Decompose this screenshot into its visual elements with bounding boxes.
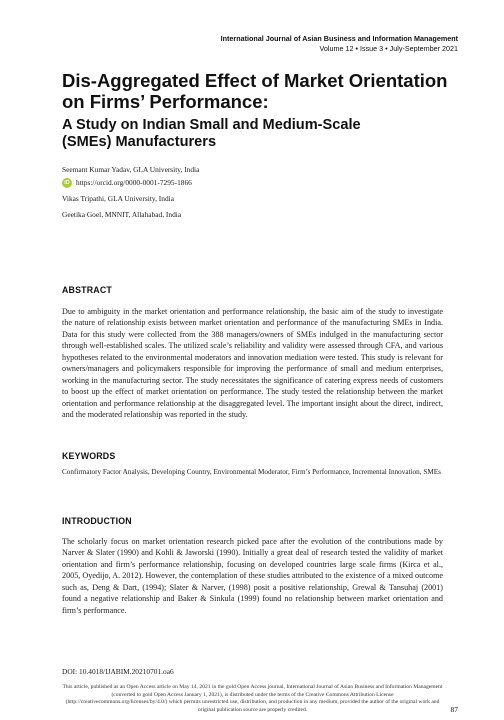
journal-header [221, 34, 458, 54]
doi[interactable]: DOI: 10.4018/IJABIM.20210701.oa6 [62, 667, 174, 676]
orcid-icon: iD [62, 178, 72, 188]
page-number: 87 [450, 705, 458, 714]
introduction-heading: INTRODUCTION [62, 516, 132, 526]
author-2: Vikas Tripathi, GLA University, India [62, 194, 174, 203]
article-subtitle: A Study on Indian Small and Medium-Scale (SMEs) Manufacturers [62, 117, 361, 150]
article-title: Dis-Aggregated Effect of Market Orientation on Firms’ Performance: [62, 70, 448, 112]
author-1: Seemant Kumar Yadav, GLA University, India [62, 165, 200, 174]
keywords-heading: KEYWORDS [62, 451, 116, 461]
orcid-row [62, 178, 452, 188]
abstract-text: Due to ambiguity in the market orientation and performance relationship, the basic aim of the study to investigate the nature of relationship exists between market orientation and performance of the manufacturing SMEs in India. Data for this study were collected from the 388 managers/owners of SMEs indulged in the manufacturing sector through well-established scales. The utilized scale’s reliability and validity were assessed through CFA, and various hypotheses related to the environmental moderators and innovation mediation were tested. This study is relevant for owners/managers and policymakers responsible for improving the performance of small and medium enterprises, working in the manufacturing sector. The study necessitates the significance of catering express needs of customers to boost up the effect of market orientation on performance. The study tested the relationship between the market orientation and performance relationship at the disaggregated level. The important insight about the direct, indirect, and the moderated relationship was reported in the study. [62, 307, 443, 420]
introduction-text: The scholarly focus on market orientation research picked pace after the evolution of the contributions made by Narver & Slater (1990) and Kohli & Jaworski (1990). Initially a great deal of research tested the validity of market orientation and firm’s performance relationship, focusing on developed countries large scale firms (Kirca et al., 2005, Oyedijo, A. 2012). However, the contemplation of these studies attributed to the existence of a mixed outcome such as, Deng & Dart, (1994); Slater & Narver, (1998) posit a positive relationship, Grewal & Tansuhaj (2001) found a negative relationship and Baker & Sinkula (1999) found no relationship between market orientation and firm’s performance. [62, 537, 443, 615]
orcid-link[interactable]: https://orcid.org/0000-0001-7295-1866 [76, 178, 192, 187]
author-block [62, 165, 452, 220]
journal-issue: Volume 12 • Issue 3 • July-September 2021 [319, 44, 458, 53]
keywords-text: Confirmatory Factor Analysis, Developing Country, Environmental Moderator, Firm’s Performance, Incremental Innovation, SMEs [62, 468, 441, 476]
author-3: Geetika Goel, MNNIT, Allahabad, India [62, 210, 182, 219]
journal-name: International Journal of Asian Business and Information Management [220, 34, 458, 43]
abstract-heading: ABSTRACT [62, 285, 112, 295]
license-note: This article, published as an Open Access article on May 14, 2021 in the gold Open Access journal, International Journal of Asian Business and Information Management (converted to gold Open Access January 1, 2021), is distributed under the terms of the Creative Commons Attribution License (http://creativecommons.org/licenses/by/4.0/) which permits unrestricted use, distribution, and production in any medium, provided the author of the original work and original publication source are properly credited. [62, 684, 443, 713]
